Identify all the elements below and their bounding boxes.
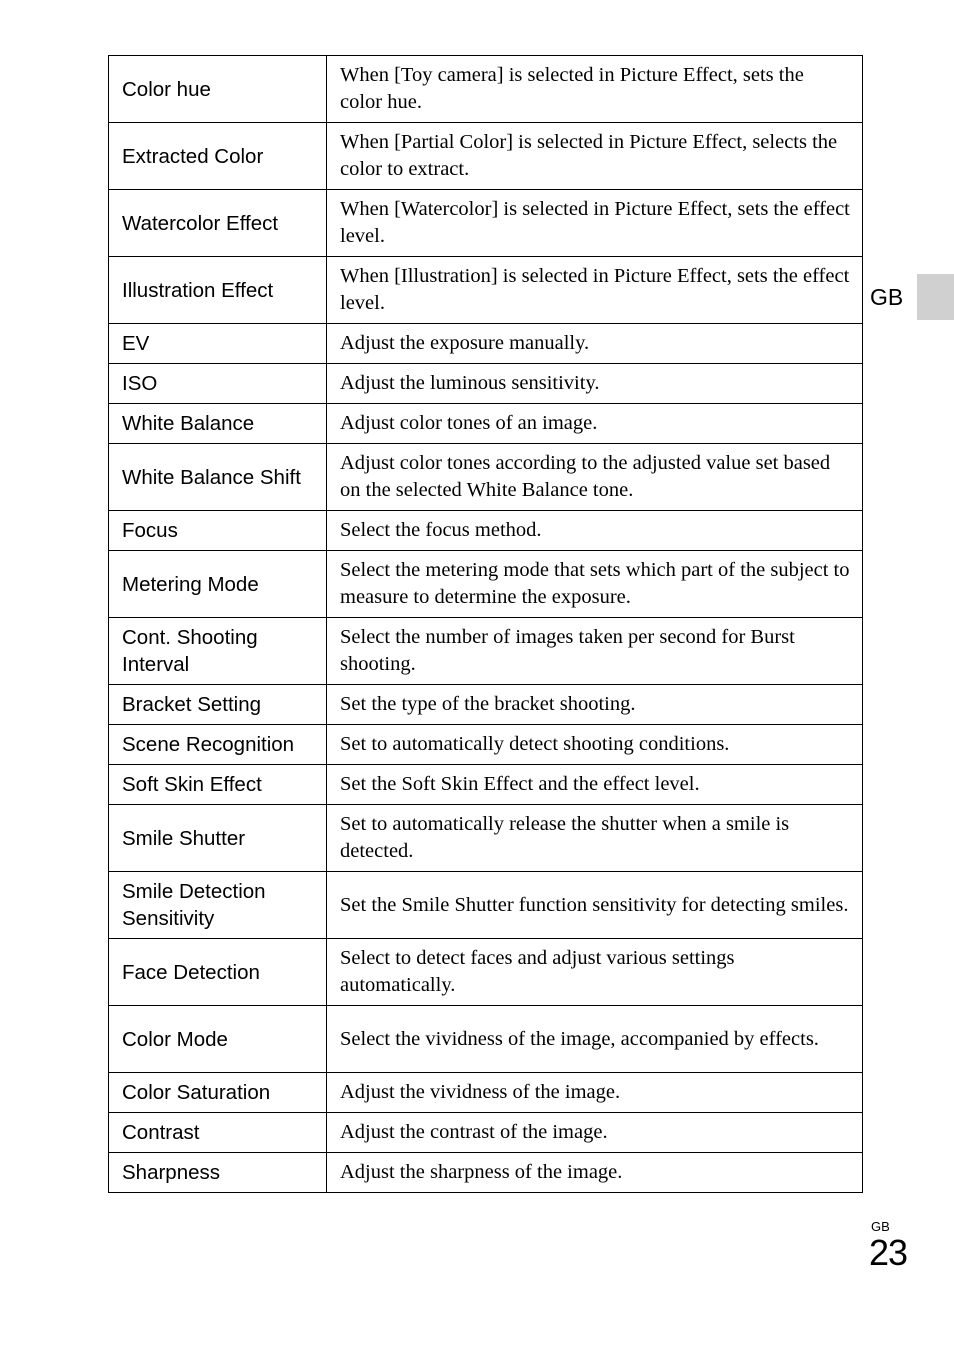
settings-table bbox=[108, 55, 863, 1193]
setting-name: Extracted Color bbox=[109, 123, 327, 190]
table-row bbox=[109, 551, 863, 618]
setting-description: Set the Smile Shutter function sensitivity for detecting smiles. bbox=[327, 872, 863, 939]
setting-name: Cont. Shooting Interval bbox=[109, 618, 327, 685]
language-side-label: GB bbox=[870, 284, 904, 310]
language-side-tab bbox=[917, 274, 954, 320]
setting-description: When [Toy camera] is selected in Picture Effect, sets the color hue. bbox=[327, 56, 863, 123]
setting-name: ISO bbox=[109, 364, 327, 404]
setting-description: Adjust the exposure manually. bbox=[327, 324, 863, 364]
table-row bbox=[109, 765, 863, 805]
setting-description: Adjust color tones according to the adjusted value set based on the selected White Balance tone. bbox=[327, 444, 863, 511]
table-row bbox=[109, 1073, 863, 1113]
table-row bbox=[109, 123, 863, 190]
setting-description: Set to automatically detect shooting conditions. bbox=[327, 725, 863, 765]
setting-description: Select the focus method. bbox=[327, 511, 863, 551]
setting-description: Select the metering mode that sets which part of the subject to measure to determine the exposure. bbox=[327, 551, 863, 618]
table-row bbox=[109, 685, 863, 725]
setting-description: Select the vividness of the image, accompanied by effects. bbox=[327, 1006, 863, 1073]
setting-name: Watercolor Effect bbox=[109, 190, 327, 257]
setting-name: Scene Recognition bbox=[109, 725, 327, 765]
setting-description: Adjust the luminous sensitivity. bbox=[327, 364, 863, 404]
setting-description: Set to automatically release the shutter when a smile is detected. bbox=[327, 805, 863, 872]
setting-name: Smile Shutter bbox=[109, 805, 327, 872]
table-row bbox=[109, 190, 863, 257]
setting-description: Select to detect faces and adjust various settings automatically. bbox=[327, 939, 863, 1006]
setting-description: When [Watercolor] is selected in Picture Effect, sets the effect level. bbox=[327, 190, 863, 257]
table-row bbox=[109, 56, 863, 123]
setting-name: Illustration Effect bbox=[109, 257, 327, 324]
setting-description: Set the type of the bracket shooting. bbox=[327, 685, 863, 725]
setting-description: Adjust the contrast of the image. bbox=[327, 1113, 863, 1153]
setting-description: When [Partial Color] is selected in Picture Effect, selects the color to extract. bbox=[327, 123, 863, 190]
table-row bbox=[109, 872, 863, 939]
table-row bbox=[109, 1006, 863, 1073]
setting-description: Adjust the vividness of the image. bbox=[327, 1073, 863, 1113]
table-row bbox=[109, 364, 863, 404]
table-row bbox=[109, 725, 863, 765]
setting-name: White Balance Shift bbox=[109, 444, 327, 511]
table-row bbox=[109, 618, 863, 685]
setting-name: Sharpness bbox=[109, 1153, 327, 1193]
setting-name: Bracket Setting bbox=[109, 685, 327, 725]
setting-description: Set the Soft Skin Effect and the effect level. bbox=[327, 765, 863, 805]
setting-description: Select the number of images taken per second for Burst shooting. bbox=[327, 618, 863, 685]
setting-name: White Balance bbox=[109, 404, 327, 444]
table-row bbox=[109, 805, 863, 872]
setting-name: EV bbox=[109, 324, 327, 364]
setting-description: Adjust the sharpness of the image. bbox=[327, 1153, 863, 1193]
setting-name: Focus bbox=[109, 511, 327, 551]
setting-name: Color Saturation bbox=[109, 1073, 327, 1113]
setting-name: Soft Skin Effect bbox=[109, 765, 327, 805]
table-row bbox=[109, 444, 863, 511]
setting-name: Contrast bbox=[109, 1113, 327, 1153]
table-row bbox=[109, 1153, 863, 1193]
page-number: 23 bbox=[869, 1232, 908, 1273]
setting-name: Color hue bbox=[109, 56, 327, 123]
footer-region-label: GB bbox=[871, 1219, 890, 1234]
setting-name: Metering Mode bbox=[109, 551, 327, 618]
setting-description: When [Illustration] is selected in Picture Effect, sets the effect level. bbox=[327, 257, 863, 324]
table-row bbox=[109, 511, 863, 551]
table-row bbox=[109, 1113, 863, 1153]
table-row bbox=[109, 324, 863, 364]
table-row bbox=[109, 404, 863, 444]
setting-description: Adjust color tones of an image. bbox=[327, 404, 863, 444]
table-row bbox=[109, 939, 863, 1006]
setting-name: Face Detection bbox=[109, 939, 327, 1006]
setting-name: Smile Detection Sensitivity bbox=[109, 872, 327, 939]
table-row bbox=[109, 257, 863, 324]
setting-name: Color Mode bbox=[109, 1006, 327, 1073]
